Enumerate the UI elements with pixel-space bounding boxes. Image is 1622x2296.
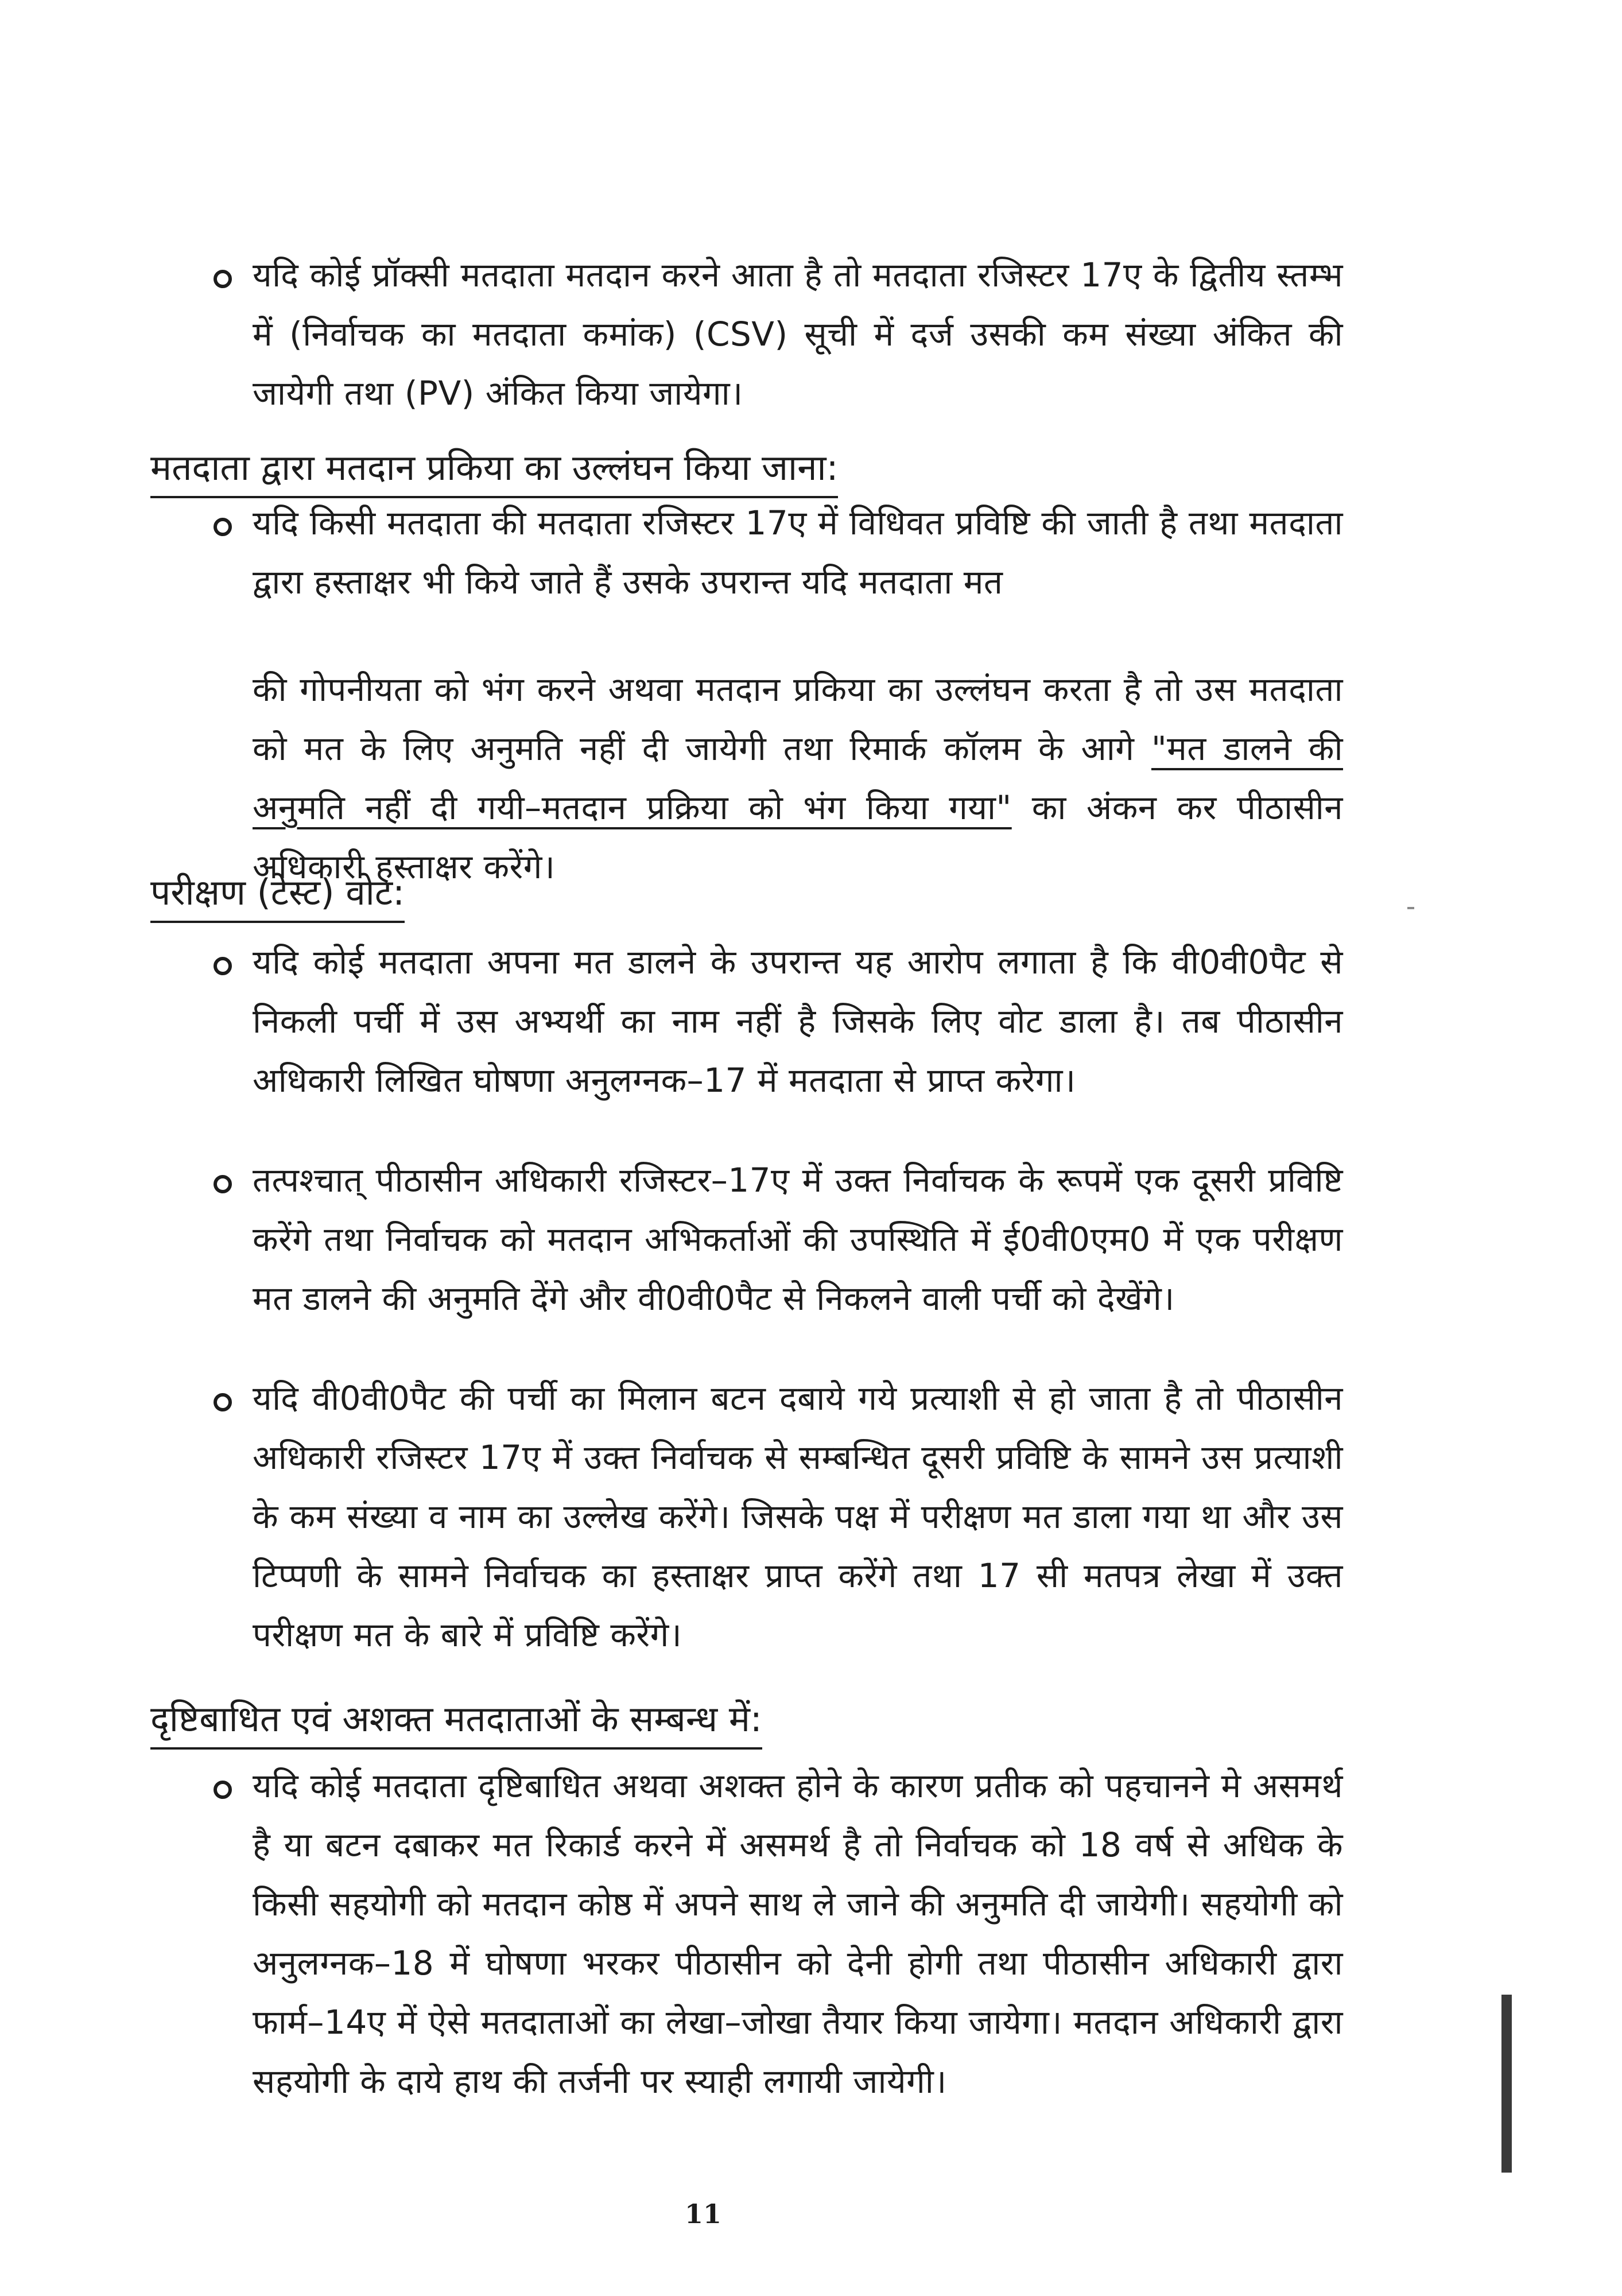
disabled-voters-paragraph: यदि कोई मतदाता दृष्टिबाधित अथवा अशक्त होने के कारण प्रतीक को पहचानने मे असमर्थ है या बटन दबाकर मत रिकार्ड करने में असमर्थ है तो निर्वाचक को 18 वर्ष से अधिक के किसी सहयोगी को मतदान कोष्ठ में अपने साथ ले जाने की अनुमति दी जायेगी। सहयोगी को अनुलग्नक–18 में घोषणा भरकर पीठासीन को देनी होगी तथा पीठासीन अधिकारी द्वारा फार्म–14ए में ऐसे मतदाताओं का लेखा–जोखा तैयार किया जायेगा। मतदान अधिकारी द्वारा सहयोगी के दाये हाथ की तर्जनी पर स्याही लगायी जायेगी। [253,1766,1343,2101]
bullet-icon [214,1781,232,1799]
bullet-icon [214,518,232,536]
test-vote-heading: परीक्षण (टेस्ट) वोट: [150,867,405,923]
violation-text-b: का अंकन कर पीठासीन अधिकारी हस्ताक्षर करेंगे। [253,788,1344,886]
scan-edge-bar [1501,1995,1512,2173]
test-vote-paragraph-3: यदि वी0वी0पैट की पर्ची का मिलान बटन दबाये गये प्रत्याशी से हो जाता है तो पीठासीन अधिकारी रजिस्टर 17ए में उक्त निर्वाचक से सम्बन्धित दूसरी प्रविष्टि के सामने उस प्रत्याशी के कम संख्या व नाम का उल्लेख करेंगे। जिसके पक्ष में परीक्षण मत डाला गया था और उस टिप्पणी के सामने निर्वाचक का हस्ताक्षर प्राप्त करेंगे तथा 17 सी मतपत्र लेखा में उक्त परीक्षण मत के बारे में प्रविष्टि करेंगे। [253,1379,1343,1654]
bullet-icon [214,1175,232,1193]
page-number: 11 [684,2198,721,2229]
violation-paragraph-1: यदि किसी मतदाता की मतदाता रजिस्टर 17ए में विधिवत प्रविष्टि की जाती है तथा मतदाता द्वारा हस्ताक्षर भी किये जाते हैं उसके उपरान्त यदि मतदाता मत [253,503,1343,602]
test-vote-paragraph-2: तत्पश्चात् पीठासीन अधिकारी रजिस्टर–17ए में उक्त निर्वाचक के रूपमें एक दूसरी प्रविष्टि करेंगे तथा निर्वाचक को मतदान अभिकर्ताओं की उपस्थिति में ई0वी0एम0 में एक परीक्षण मत डालने की अनुमति देंगे और वी0वी0पैट से निकलने वाली पर्ची को देखेंगे। [253,1161,1343,1318]
scan-mark [1407,907,1414,909]
violation-paragraph-2 [253,660,1343,897]
bullet-icon [214,1393,232,1411]
disabled-voters-heading: दृष्टिबाधित एवं अशक्त मतदाताओं के सम्बन्ध में: [150,1693,762,1750]
violation-text-a: की गोपनीयता को भंग करने अथवा मतदान प्रकिया का उल्लंघन करता है तो उस मतदाता को मत के लिए अनुमति नहीं दी जायेगी तथा रिमार्क कॉलम के आगे [253,670,1343,768]
bullet-icon [214,270,232,288]
violation-heading: मतदाता द्वारा मतदान प्रकिया का उल्लंघन किया जाना: [150,442,838,498]
bullet-icon [214,957,232,975]
violation-quote: "मत डालने की अनुमति नहीं दी गयी–मतदान प्रक्रिया को भंग किया गया" [253,729,1343,827]
proxy-voter-paragraph: यदि कोई प्रॉक्सी मतदाता मतदान करने आता है तो मतदाता रजिस्टर 17ए के द्वितीय स्तम्भ में (निर्वाचक का मतदाता कमांक) (CSV) सूची में दर्ज उसकी कम संख्या अंकित की जायेगी तथा (PV) अंकित किया जायेगा। [253,255,1343,413]
test-vote-paragraph-1: यदि कोई मतदाता अपना मत डालने के उपरान्त यह आरोप लगाता है कि वी0वी0पैट से निकली पर्ची में उस अभ्यर्थी का नाम नहीं है जिसके लिए वोट डाला है। तब पीठासीन अधिकारी लिखित घोषणा अनुलग्नक–17 में मतदाता से प्राप्त करेगा। [253,943,1343,1100]
